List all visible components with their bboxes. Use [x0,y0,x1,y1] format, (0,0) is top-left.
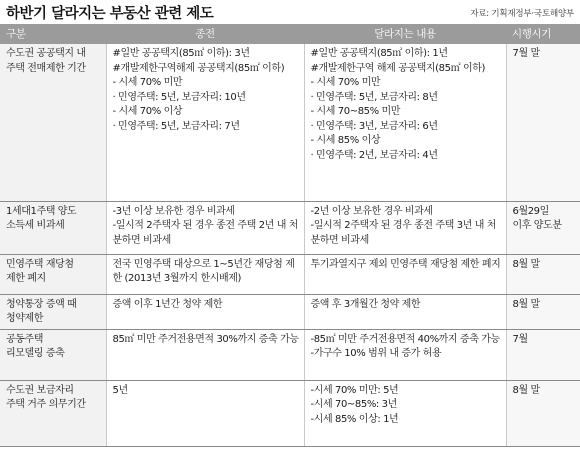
cell-line: -3년 이상 보유한 경우 비과세 [112,205,235,217]
date-cell [506,201,580,254]
cell-line: 수도권 공공택지 내 [6,48,86,59]
cell-line: · 민영주택: 2년, 보금자리: 4년 [310,149,438,161]
before-cell [106,201,304,254]
table-body [0,44,580,446]
cell-line: 증액 후 3개월간 청약 제한 [310,298,421,310]
cell-line: -가구수 10% 범위 내 증가 허용 [310,348,442,359]
cell-line: 전국 민영주택 대상으로 1~5년간 재당첨 제한 (2013년 3월까지 한시배제) [112,258,295,284]
cell-line: 리모델링 증축 [6,348,65,359]
cell-line: -2년 이상 보유한 경우 비과세 [310,205,433,217]
cell-line: 주택 전매제한 기간 [6,62,86,74]
cell-line: - 시세 70% 이상 [112,106,183,117]
before-cell [106,294,304,329]
after-cell [304,44,506,201]
header-category: 구분 [0,24,106,44]
cell-line: -일시적 2주택자 된 경우 종전 주택 2년 내 처분하면 비과세 [112,220,299,246]
date-cell [506,44,580,201]
header-date: 시행시기 [506,24,580,44]
date-cell [506,294,580,329]
category-cell [0,329,106,380]
date-cell [506,380,580,446]
date-cell [506,254,580,294]
cell-line: 제한 폐지 [6,273,46,284]
cell-line: 7월 말 [512,48,540,59]
cell-line: -시세 85% 이상: 1년 [310,413,399,425]
category-cell [0,380,106,446]
after-cell [304,201,506,254]
after-cell [304,294,506,329]
source-note: 자료: 기획재정부·국토해양부 [470,9,574,19]
cell-line: · 민영주택: 5년, 보금자리: 8년 [310,91,438,103]
cell-line: -일시적 2주택자 된 경우 종전 주택 3년 내 처분하면 비과세 [310,220,497,246]
header-row [0,24,580,44]
table-row [0,380,580,446]
cell-line: 청약제한 [6,313,44,324]
table-row [0,294,580,329]
page-title: 하반기 달라지는 부동산 관련 제도 [6,6,214,22]
policy-table [0,24,580,447]
cell-line: 8월 말 [512,298,540,310]
cell-line: 주택 거주 의무기간 [6,399,86,410]
after-cell [304,254,506,294]
date-cell [506,329,580,380]
table-row [0,329,580,380]
cell-line: -시세 70% 미만: 5년 [310,384,399,396]
cell-line: · 민영주택: 5년, 보금자리: 10년 [112,91,246,103]
cell-line: #개발제한구역해제 공공택지(85㎡ 이하) [112,62,285,74]
header-before: 종전 [106,24,304,44]
after-cell [304,329,506,380]
before-cell [106,329,304,380]
cell-line: 증액 이후 1년간 청약 제한 [112,298,223,310]
cell-line: 5년 [112,384,128,396]
cell-line: -85㎡ 미만 주거전용면적 40%까지 증축 가능 [310,333,500,345]
cell-line: 공동주택 [6,333,44,345]
table-row [0,254,580,294]
cell-line: -시세 70~85%: 3년 [310,399,397,410]
title-bar [0,0,580,24]
category-cell [0,44,106,201]
cell-line: 7월 [512,333,528,345]
cell-line: · 민영주택: 5년, 보금자리: 7년 [112,120,240,132]
header-after: 달라지는 내용 [304,24,506,44]
cell-line: 1세대1주택 양도 [6,205,77,217]
cell-line: - 시세 70~85% 미만 [310,106,401,117]
cell-line: 투기과열지구 제외 민영주택 재당첨 제한 폐지 [310,258,501,270]
table-row [0,44,580,201]
after-cell [304,380,506,446]
cell-line: - 시세 70% 미만 [112,77,183,88]
before-cell [106,254,304,294]
cell-line: #일반 공공택지(85㎡ 이하): 3년 [112,48,250,59]
cell-line: - 시세 85% 이상 [310,135,381,146]
cell-line: 이후 양도분 [512,220,562,231]
cell-line: 6월29일 [512,205,549,217]
cell-line: 민영주택 재당첨 [6,258,74,270]
category-cell [0,254,106,294]
table-row [0,201,580,254]
cell-line: · 민영주택: 3년, 보금자리: 6년 [310,120,438,132]
before-cell [106,380,304,446]
cell-line: 수도권 보금자리 [6,384,74,396]
cell-line: 청약통장 증액 때 [6,298,77,310]
before-cell [106,44,304,201]
cell-line: 소득세 비과세 [6,220,65,231]
category-cell [0,294,106,329]
cell-line: 8월 말 [512,258,540,270]
cell-line: #일반 공공택지(85㎡ 이하): 1년 [310,48,448,59]
cell-line: #개발제한구역 해제 공공택지(85㎡ 이하) [310,62,485,74]
cell-line: 8월 말 [512,384,540,396]
cell-line: - 시세 70% 미만 [310,77,381,88]
category-cell [0,201,106,254]
cell-line: 85㎡ 미만 주거전용면적 30%까지 증축 가능 [112,333,299,345]
